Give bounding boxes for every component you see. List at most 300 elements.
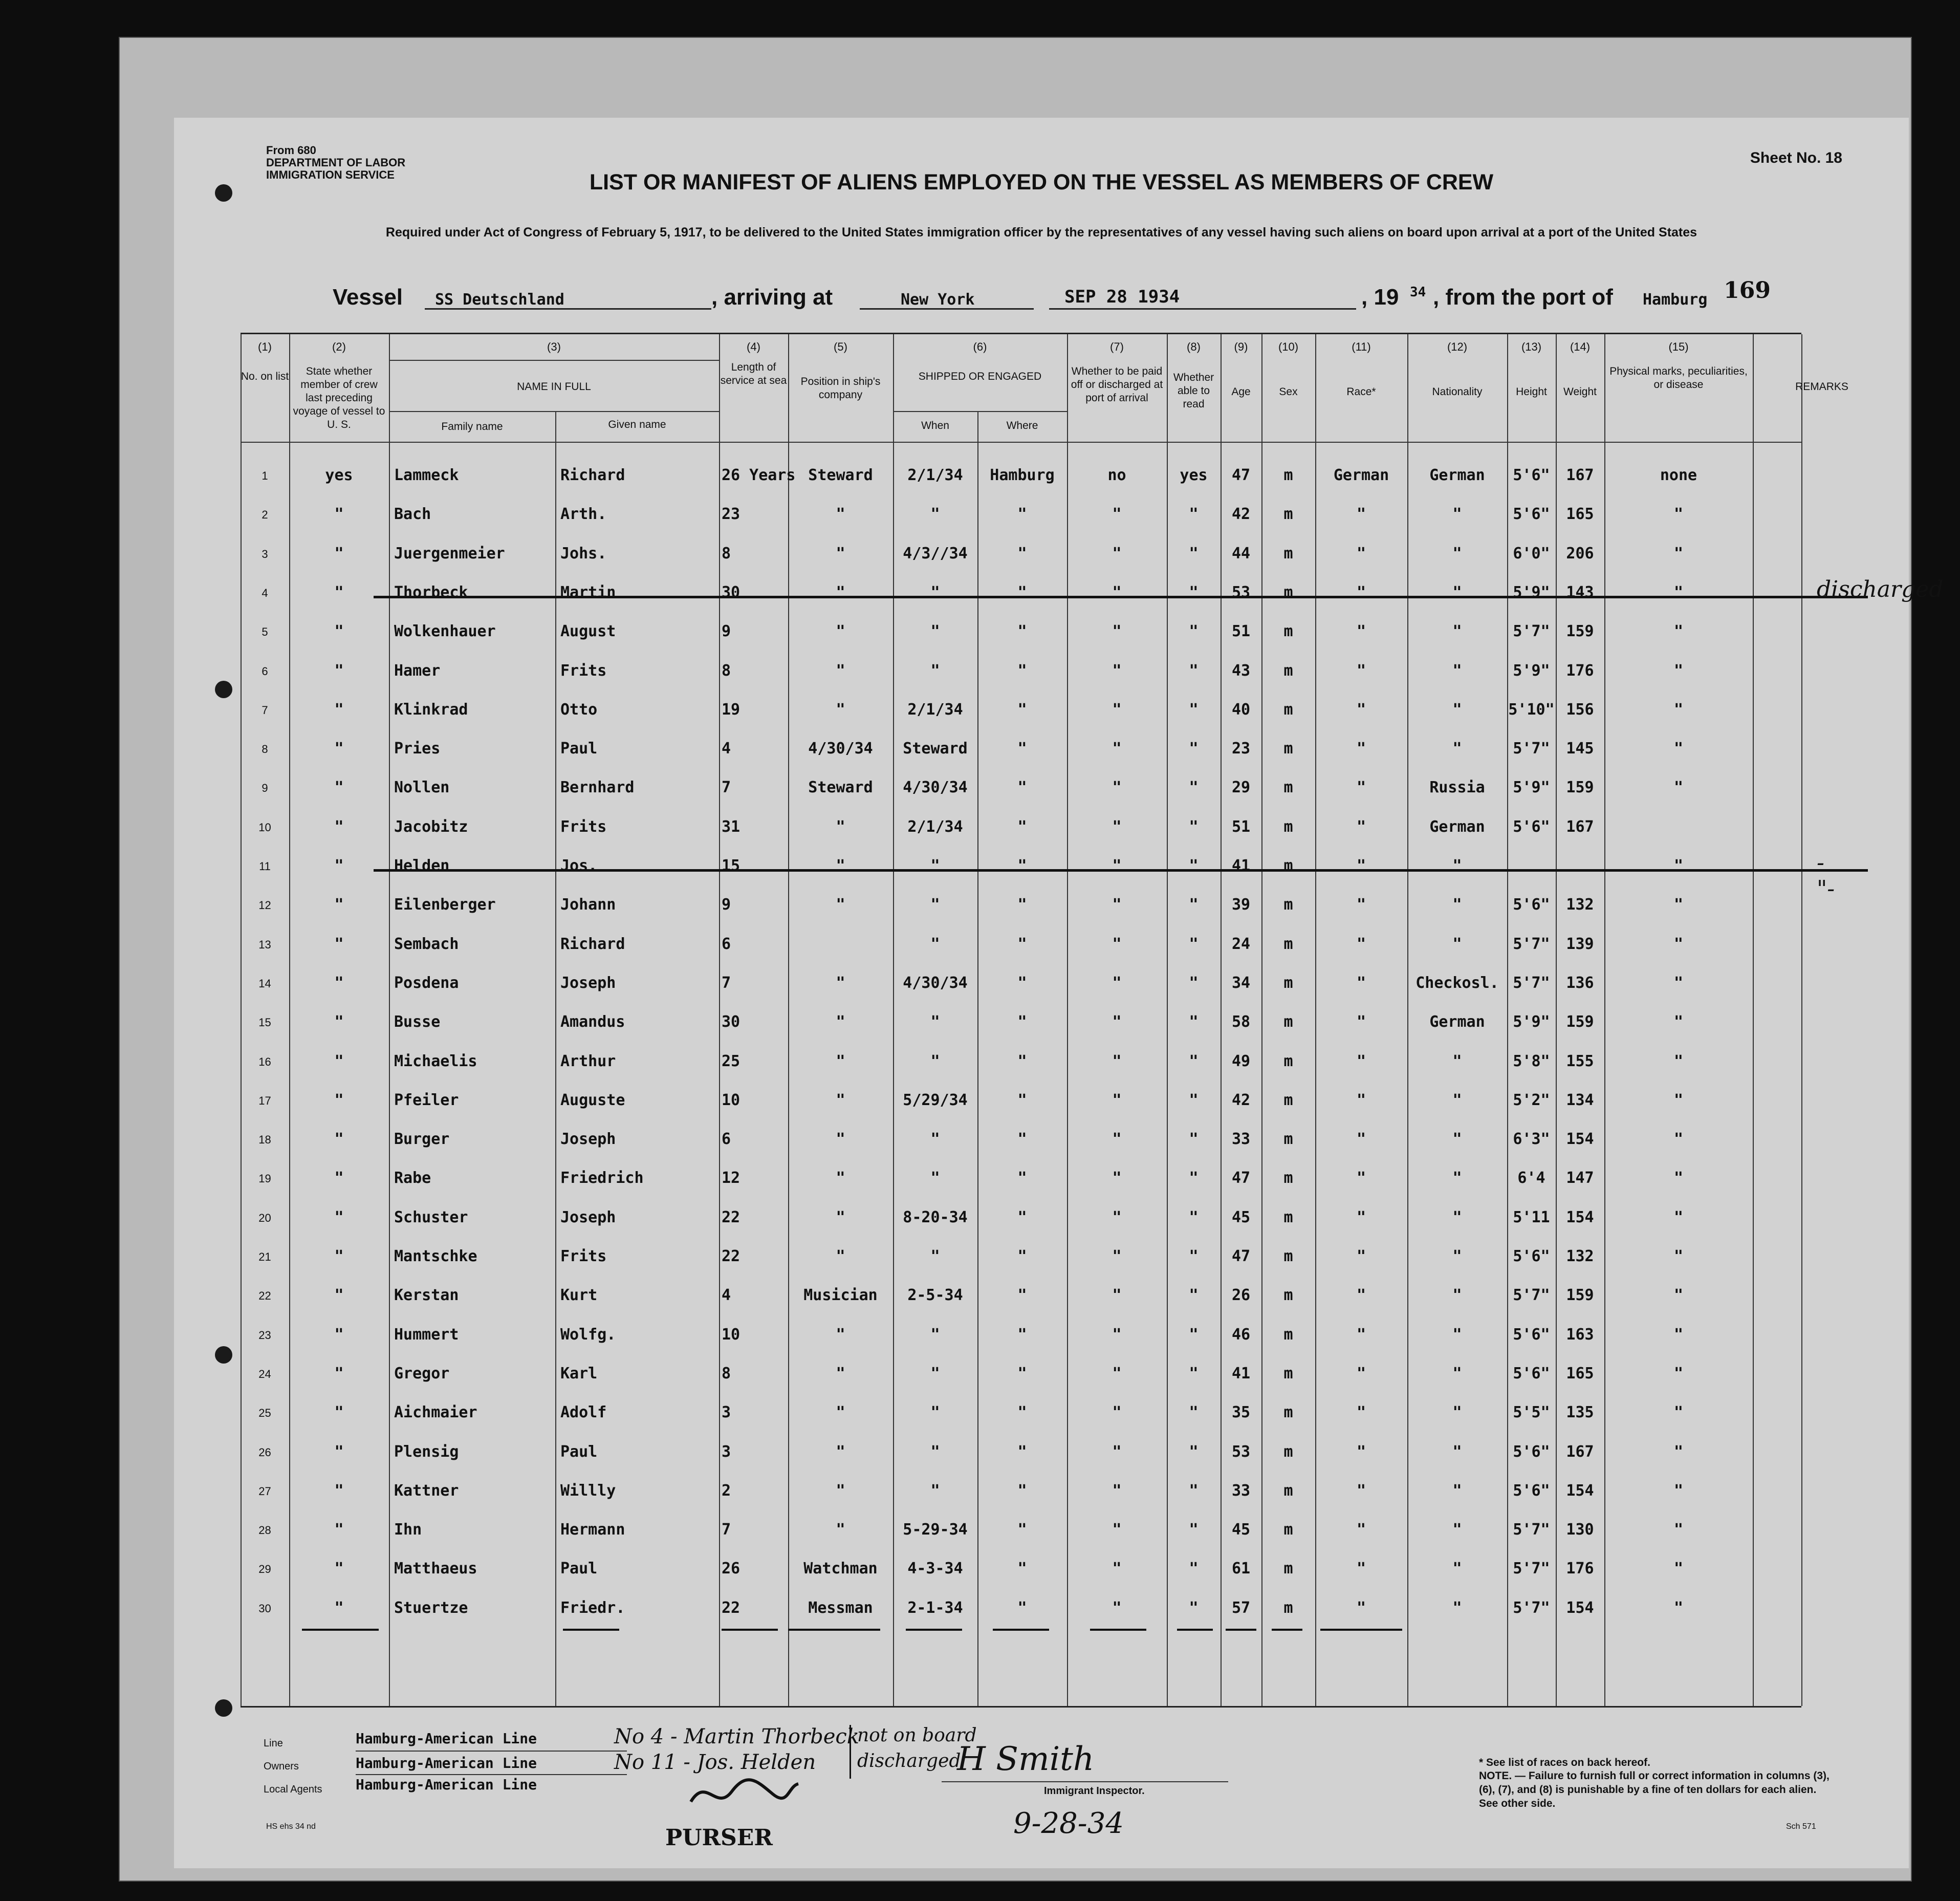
cell-paid: " [1112,817,1122,836]
cell-when: " [930,935,940,953]
cell-family: Juergenmeier [394,544,505,563]
cell-where: " [1017,1091,1027,1109]
cell-where: Hamburg [990,466,1055,484]
cell-given: Martin [560,583,616,601]
cell-state: yes [325,466,353,484]
cell-state: " [334,1091,344,1109]
cell-given: Adolf [560,1403,607,1422]
cell-sex: m [1283,1169,1293,1187]
cell-weight: 135 [1566,1403,1594,1422]
cell-height: 5'7" [1513,1598,1550,1617]
cell-when: 4/30/34 [903,779,968,797]
table-end-dashes [241,1629,1801,1665]
sheet-number: Sheet No. 18 [1750,149,1842,166]
cell-state: " [334,1286,344,1305]
cell-position: " [836,700,845,719]
cell-physical: " [1673,1130,1684,1149]
cell-race: " [1356,740,1366,758]
cell-nationality: " [1452,1364,1462,1382]
cell-paid: " [1112,1325,1122,1344]
cell-height: 5'11 [1513,1208,1550,1226]
cell-position: " [836,974,845,992]
cell-state: " [334,1521,344,1539]
cell-when: 8-20-34 [903,1208,968,1226]
cell-read: " [1189,1598,1199,1617]
cell-service: 26 [722,1560,741,1578]
cell-paid: " [1112,1364,1122,1382]
cell-family: Wolkenhauer [394,622,496,641]
cell-paid: " [1112,935,1122,953]
cell-age: 42 [1231,1091,1251,1109]
cell-where: " [1017,1247,1027,1265]
cell-state: " [334,505,344,524]
cell-position: Musician [803,1286,878,1305]
cell-position: " [836,1442,845,1461]
cell-no: 16 [258,1055,271,1068]
cell-family: Lammeck [394,466,459,484]
cell-sex: m [1283,1598,1293,1617]
cell-race: " [1356,544,1366,563]
cell-paid: " [1112,1013,1122,1031]
col-race: Race* [1346,386,1376,398]
cell-family: Nollen [394,779,450,797]
table-row [241,892,1801,927]
cell-read: " [1189,1403,1199,1422]
cell-nationality: " [1452,1052,1462,1070]
cell-state: " [334,622,344,641]
cell-height: 5'7" [1513,740,1550,758]
cell-service: 31 [722,817,741,836]
cell-nationality: " [1452,1169,1462,1187]
cell-state: " [334,935,344,953]
cell-position: " [836,661,845,680]
cell-age: 33 [1231,1481,1251,1500]
cell-race: " [1356,896,1366,914]
cell-service: 8 [722,544,731,563]
cell-weight: 165 [1566,505,1594,524]
manifest-sheet [174,118,1944,1868]
cell-weight: 155 [1566,1052,1594,1070]
cell-weight: 163 [1566,1325,1594,1344]
cell-where: " [1017,857,1027,875]
cell-race: " [1356,1521,1366,1539]
cell-race: " [1356,1286,1366,1305]
cell-no: 11 [259,860,271,873]
cell-when: " [930,1442,940,1461]
cell-given: Kurt [560,1286,598,1305]
cell-position: " [836,1403,845,1422]
remark-handwritten: -"- [1817,850,1835,902]
cell-race: " [1356,622,1366,641]
cell-age: 57 [1231,1598,1251,1617]
cell-race: " [1356,1481,1366,1500]
cell-paid: " [1112,740,1122,758]
cell-family: Matthaeus [394,1560,477,1578]
cell-no: 28 [258,1524,271,1537]
cell-where: " [1017,1598,1027,1617]
col-length-service: Length of service at sea [720,361,787,386]
cell-sex: m [1283,466,1293,484]
cell-service: 8 [722,1364,731,1382]
cell-height: 5'6" [1513,1442,1550,1461]
cell-weight: 130 [1566,1521,1594,1539]
cell-weight: 136 [1566,974,1594,992]
owners-label: Owners [264,1761,299,1772]
cell-service: 12 [722,1169,741,1187]
cell-race: " [1356,1560,1366,1578]
cell-given: Frits [560,817,607,836]
cell-height: 5'6" [1513,817,1550,836]
cell-height: 5'6" [1513,1325,1550,1344]
col-no-on-list: No. on list [241,371,289,382]
cell-weight: 176 [1566,661,1594,680]
cell-when: " [930,661,940,680]
form-code: HS ehs 34 nd [266,1822,316,1831]
cell-given: Richard [560,466,625,484]
col-family-name: Family name [441,421,503,433]
form-origin: From 680 DEPARTMENT OF LABOR IMMIGRATION SERVICE [266,144,406,181]
cell-position: " [836,857,845,875]
cell-service: 3 [722,1403,731,1422]
cell-age: 51 [1231,622,1251,641]
manifest-title: LIST OR MANIFEST OF ALIENS EMPLOYED ON THE VESSEL AS MEMBERS OF CREW [589,170,1494,195]
cell-nationality: " [1452,857,1462,875]
cell-height: 5'9" [1513,661,1550,680]
cell-physical: " [1673,1521,1684,1539]
cell-nationality: " [1452,1091,1462,1109]
cell-state: " [334,896,344,914]
col-given-name: Given name [608,419,666,430]
table-row [241,501,1801,537]
cell-service: 22 [722,1247,741,1265]
cell-family: Kattner [394,1481,459,1500]
cell-physical: " [1673,1364,1684,1382]
cell-sex: m [1283,700,1293,719]
cell-nationality: German [1429,1013,1485,1031]
cell-sex: m [1283,779,1293,797]
cell-state: " [334,857,344,875]
cell-race: " [1356,1364,1366,1382]
col-shipped: SHIPPED OR ENGAGED [918,371,1042,382]
cell-age: 41 [1231,857,1251,875]
cell-where: " [1017,896,1027,914]
cell-race: " [1356,505,1366,524]
cell-read: " [1189,896,1199,914]
cell-no: 19 [258,1172,271,1185]
col-physical: Physical marks, peculiarities, or disease [1609,365,1748,391]
cell-no: 17 [258,1094,271,1107]
cell-no: 30 [258,1602,271,1615]
cell-sex: m [1283,817,1293,836]
cell-height: 6'4 [1517,1169,1545,1187]
cell-race: " [1356,1169,1366,1187]
cell-read: " [1189,1013,1199,1031]
cell-service: 26 Years [722,466,796,484]
cell-state: " [334,661,344,680]
cell-read: " [1189,1325,1199,1344]
cell-read: " [1189,583,1199,601]
cell-state: " [334,1598,344,1617]
cell-age: 34 [1231,974,1251,992]
cell-sex: m [1283,740,1293,758]
cell-nationality: " [1452,700,1462,719]
cell-where: " [1017,1325,1027,1344]
cell-state: " [334,1560,344,1578]
cell-no: 29 [258,1563,271,1576]
cell-read: " [1189,857,1199,875]
table-row [241,774,1801,810]
cell-given: Auguste [560,1091,625,1109]
cell-read: " [1189,1091,1199,1109]
cell-state: " [334,974,344,992]
cell-nationality: German [1429,466,1485,484]
cell-age: 53 [1231,583,1251,601]
cell-given: Joseph [560,1130,616,1149]
cell-sex: m [1283,544,1293,563]
cell-no: 24 [258,1367,271,1380]
cell-sex: m [1283,935,1293,953]
cell-family: Mantschke [394,1247,477,1265]
cell-nationality: " [1452,1481,1462,1500]
cell-height: 5'6" [1513,466,1550,484]
cell-position: " [836,1325,845,1344]
cell-state: " [334,583,344,601]
cell-paid: " [1112,974,1122,992]
cell-where: " [1017,779,1027,797]
cell-race: " [1356,1208,1366,1226]
cell-nationality: " [1452,1403,1462,1422]
cell-physical: " [1673,779,1684,797]
date-stamp: SEP 28 1934 [1064,287,1180,307]
cell-weight: 132 [1566,896,1594,914]
cell-when: 2/1/34 [907,700,963,719]
cell-when: 2-1-34 [907,1598,963,1617]
cell-family: Thorbeck [394,583,468,601]
cell-where: " [1017,974,1027,992]
cell-physical: " [1673,740,1684,758]
cell-family: Pfeiler [394,1091,459,1109]
cell-age: 51 [1231,817,1251,836]
cell-physical: " [1673,583,1684,601]
cell-family: Busse [394,1013,441,1031]
cell-position: " [836,1208,845,1226]
strike-through-line [374,869,1868,872]
handwritten-note-3: not on board [857,1725,977,1746]
cell-physical: " [1673,1325,1684,1344]
cell-physical: " [1673,700,1684,719]
cell-when: " [930,622,940,641]
cell-when: 4/30/34 [903,974,968,992]
cell-paid: " [1112,505,1122,524]
cell-family: Michaelis [394,1052,477,1070]
cell-nationality: " [1452,1521,1462,1539]
cell-physical: " [1673,622,1684,641]
cell-physical: " [1673,1052,1684,1070]
cell-when: " [930,583,940,601]
cell-height: 5'7" [1513,1521,1550,1539]
cell-state: " [334,1364,344,1382]
cell-position: 4/30/34 [808,740,873,758]
cell-race: " [1356,1247,1366,1265]
cell-family: Hamer [394,661,441,680]
cell-position: " [836,1130,845,1149]
cell-read: " [1189,1286,1199,1305]
cell-paid: " [1112,1286,1122,1305]
cell-no: 6 [262,664,268,678]
cell-when: " [930,505,940,524]
cell-paid: " [1112,544,1122,563]
col-nationality: Nationality [1432,386,1483,398]
cell-position: " [836,1013,845,1031]
cell-where: " [1017,1481,1027,1500]
cell-given: Jos. [560,857,598,875]
cell-nationality: Russia [1429,779,1485,797]
cell-position: " [836,505,845,524]
cell-physical: " [1673,896,1684,914]
cell-family: Eilenberger [394,896,496,914]
cell-height: 6'0" [1513,544,1550,563]
cell-weight: 154 [1566,1130,1594,1149]
table-row [241,1595,1801,1631]
fine-note: NOTE. — Failure to furnish full or correct information in columns (3), (6), (7), and (8) is punishable by a fine of ten dollars for each alien. See other side. [1479,1770,1830,1809]
cell-family: Klinkrad [394,700,468,719]
col-when: When [921,420,949,431]
cell-weight: 154 [1566,1598,1594,1617]
cell-where: " [1017,505,1027,524]
cell-where: " [1017,935,1027,953]
cell-when: " [930,1052,940,1070]
cell-sex: m [1283,1286,1293,1305]
cell-read: " [1189,817,1199,836]
cell-nationality: " [1452,622,1462,641]
cell-paid: " [1112,1208,1122,1226]
cell-no: 7 [262,703,268,717]
cell-service: 4 [722,740,731,758]
cell-no: 2 [262,508,268,522]
cell-no: 13 [258,938,271,951]
table-row [241,1087,1801,1123]
cell-nationality: Checkosl. [1415,974,1499,992]
cell-nationality: " [1452,1208,1462,1226]
cell-nationality: " [1452,583,1462,601]
cell-no: 1 [262,469,268,482]
cell-read: " [1189,1560,1199,1578]
arriving-port: New York [901,291,975,309]
cell-paid: " [1112,1091,1122,1109]
cell-race: " [1356,1052,1366,1070]
cell-state: " [334,1247,344,1265]
cell-no: 20 [258,1211,271,1224]
cell-family: Rabe [394,1169,431,1187]
strike-through-line [374,596,1868,598]
cell-where: " [1017,622,1027,641]
table-row [241,1243,1801,1279]
cell-read: " [1189,622,1199,641]
cell-read: " [1189,974,1199,992]
cell-height: 5'5" [1513,1403,1550,1422]
cell-family: Helden [394,857,450,875]
cell-no: 4 [262,586,268,599]
cell-height: 5'6" [1513,1247,1550,1265]
cell-height: 5'10" [1508,700,1555,719]
cell-sex: m [1283,1208,1293,1226]
cell-race: " [1356,1598,1366,1617]
cell-age: 47 [1231,1247,1251,1265]
cell-age: 29 [1231,779,1251,797]
cell-physical: " [1673,661,1684,680]
cell-when: 2/1/34 [907,817,963,836]
cell-service: 22 [722,1598,741,1617]
table-row [241,1399,1801,1435]
cell-physical: " [1673,935,1684,953]
owners-value: Hamburg-American Line [356,1755,537,1772]
cell-paid: " [1112,1247,1122,1265]
arriving-label: , arriving at [711,285,833,310]
cell-nationality: " [1452,505,1462,524]
cell-no: 15 [258,1016,271,1029]
table-row [241,462,1801,498]
cell-paid: " [1112,1052,1122,1070]
cell-height: 5'9" [1513,779,1550,797]
cell-weight: 176 [1566,1560,1594,1578]
cell-position: Messman [808,1598,873,1617]
cell-given: August [560,622,616,641]
cell-state: " [334,740,344,758]
cell-race: German [1333,466,1389,484]
cell-position: " [836,1091,845,1109]
cell-when: " [930,1130,940,1149]
cell-position: " [836,1481,845,1500]
cell-given: Joseph [560,1208,616,1226]
cell-where: " [1017,1403,1027,1422]
cell-sex: m [1283,661,1293,680]
cell-read: " [1189,1208,1199,1226]
cell-where: " [1017,1521,1027,1539]
purser-label: PURSER [665,1825,773,1851]
cell-height: 5'6" [1513,1481,1550,1500]
cell-state: " [334,779,344,797]
cell-read: " [1189,1169,1199,1187]
cell-where: " [1017,661,1027,680]
cell-given: Bernhard [560,779,635,797]
cell-paid: " [1112,1403,1122,1422]
cell-nationality: " [1452,896,1462,914]
cell-service: 8 [722,661,731,680]
cell-weight: 167 [1566,817,1594,836]
cell-height: 5'7" [1513,974,1550,992]
cell-race: " [1356,1013,1366,1031]
cell-sex: m [1283,857,1293,875]
cell-no: 3 [262,547,268,560]
cell-paid: " [1112,622,1122,641]
purser-signature [686,1771,803,1817]
cell-position: " [836,1052,845,1070]
cell-nationality: " [1452,1247,1462,1265]
cell-where: " [1017,700,1027,719]
cell-family: Jacobitz [394,817,468,836]
col-weight: Weight [1563,386,1597,398]
cell-paid: " [1112,700,1122,719]
cell-read: " [1189,1130,1199,1149]
cell-age: 46 [1231,1325,1251,1344]
cell-race: " [1356,817,1366,836]
cell-when: " [930,1247,940,1265]
cell-family: Hummert [394,1325,459,1344]
cell-given: Johs. [560,544,607,563]
table-row [241,1478,1801,1514]
cell-where: " [1017,1364,1027,1382]
cell-weight: 154 [1566,1208,1594,1226]
